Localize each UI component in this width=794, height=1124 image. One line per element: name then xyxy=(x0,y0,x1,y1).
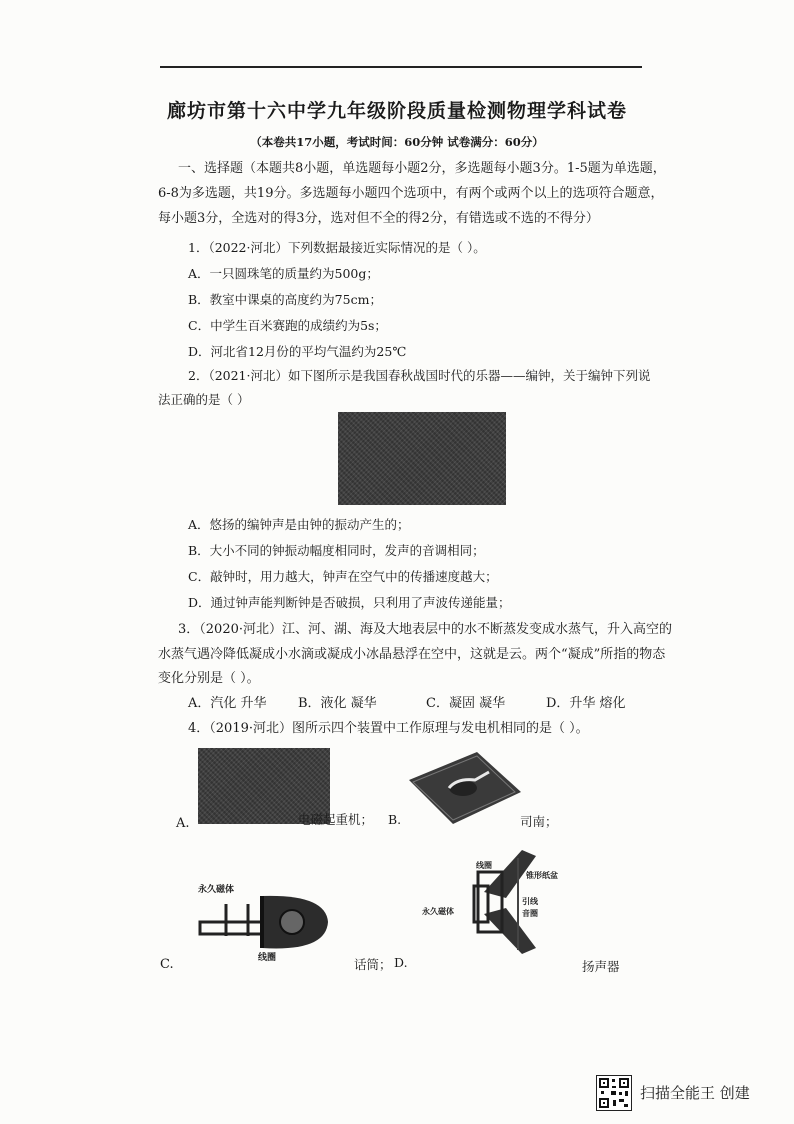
q4-figure-b-sinan xyxy=(405,748,525,828)
q4-d-label-cone: 锥形纸盆 xyxy=(526,871,558,880)
q3-line2: 水蒸气遇冷降低凝成小水滴或凝成小冰晶悬浮在空中，这就是云。两个“凝成”所指的物态 xyxy=(158,647,666,662)
q4-option-d-label: 扬声器 xyxy=(582,959,620,974)
q3-option-c: C．凝固 凝华 xyxy=(426,696,506,711)
q2-stem-line2: 法正确的是（ ） xyxy=(158,392,250,407)
top-rule xyxy=(160,66,642,68)
q2-option-b: B．大小不同的钟振动幅度相同时，发声的音调相同； xyxy=(188,543,485,558)
q1-stem: 1．（2022·河北）下列数据最接近实际情况的是（ ）。 xyxy=(188,240,486,255)
section-instructions-line1: 一、选择题（本题共8小题，单选题每小题2分，多选题每小题3分。1-5题为单选题， xyxy=(178,161,666,176)
q4-c-label-coil: 线圈 xyxy=(258,953,277,962)
q3-line1: 3．（2020·河北）江、河、湖、海及大地表层中的水不断蒸发变成水蒸气，升入高空的 xyxy=(178,622,672,637)
qr-code-icon xyxy=(596,1075,632,1111)
q1-option-d: D．河北省12月份的平均气温约为25℃ xyxy=(188,344,407,359)
q4-option-c-letter: C. xyxy=(160,957,174,972)
q3-option-b: B．液化 凝华 xyxy=(298,696,377,711)
q4-option-b-letter: B. xyxy=(388,812,402,827)
q4-option-b-label: 司南； xyxy=(520,814,558,829)
q2-option-c: C．敲钟时，用力越大，钟声在空气中的传播速度越大； xyxy=(188,569,498,584)
section-instructions-line2: 6-8为多选题，共19分。多选题每小题四个选项中，有两个或两个以上的选项符合题意， xyxy=(158,186,664,201)
q4-option-a-label: 电磁起重机； xyxy=(298,812,374,827)
q4-figure-d-loudspeaker xyxy=(418,842,568,964)
q2-stem-line1: 2．（2021·河北）如下图所示是我国春秋战国时代的乐器——编钟，关于编钟下列说 xyxy=(188,368,651,383)
q3-option-d: D．升华 熔化 xyxy=(546,696,626,711)
q4-option-c-label: 话筒； xyxy=(354,957,392,972)
exam-subtitle: （本卷共17小题，考试时间：60分钟 试卷满分：60分） xyxy=(250,135,544,149)
section-instructions-line3: 每小题3分，全选对的得3分，选对但不全的得2分，有错选或不选的不得分） xyxy=(158,211,599,226)
q2-option-d: D．通过钟声能判断钟是否破损，只利用了声波传递能量； xyxy=(188,595,511,610)
q4-d-label-lead: 引线 xyxy=(522,897,538,906)
q4-c-label-magnet: 永久磁体 xyxy=(198,885,235,895)
q1-option-b: B．教室中课桌的高度约为75cm； xyxy=(188,292,382,307)
bianzhong-photo xyxy=(338,412,506,505)
q3-line3: 变化分别是（ ）。 xyxy=(158,671,260,686)
q4-stem: 4．（2019·河北）图所示四个装置中工作原理与发电机相同的是（ ）。 xyxy=(188,721,589,736)
q4-d-label-coil: 线圈 xyxy=(476,861,492,870)
exam-title: 廊坊市第十六中学九年级阶段质量检测物理学科试卷 xyxy=(166,100,627,122)
q4-d-label-magnet: 永久磁体 xyxy=(422,907,454,916)
q4-figure-c-microphone xyxy=(196,876,336,962)
q3-option-a: A．汽化 升华 xyxy=(188,696,267,711)
q2-option-a: A．悠扬的编钟声是由钟的振动产生的； xyxy=(188,517,410,532)
q1-option-a: A．一只圆珠笔的质量约为500g； xyxy=(188,266,379,281)
scanner-watermark: 扫描全能王 创建 xyxy=(640,1084,750,1102)
q4-d-label-voice-coil: 音圈 xyxy=(522,909,538,918)
q1-option-c: C．中学生百米赛跑的成绩约为5s； xyxy=(188,318,387,333)
q4-option-a-letter: A. xyxy=(176,816,190,831)
q4-option-d-letter: D. xyxy=(394,955,408,970)
